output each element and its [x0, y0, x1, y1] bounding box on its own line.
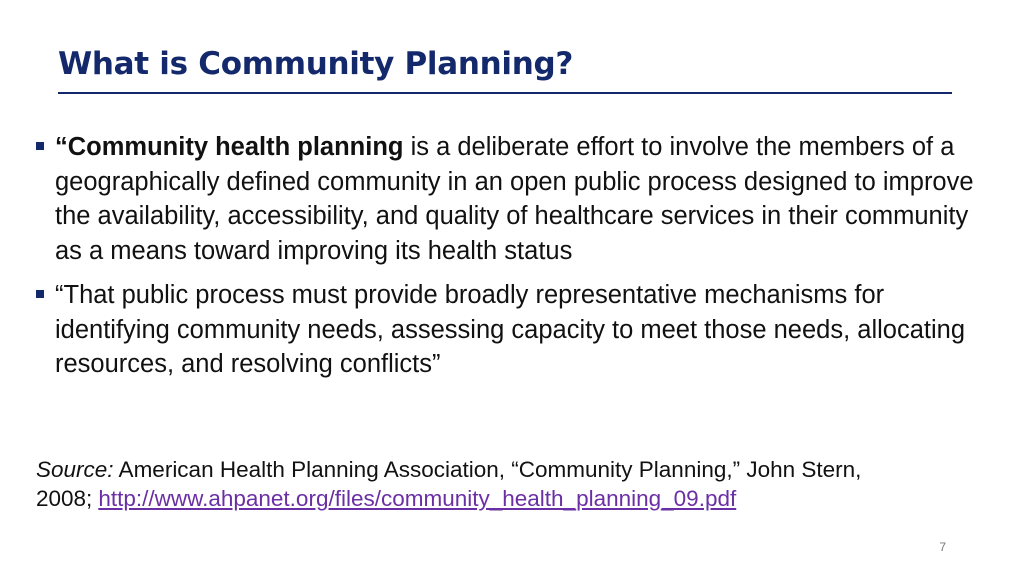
bullet-text: “That public process must provide broadly representative mechanisms for identifying community needs, assessing capacity to meet those needs, allocating resources, and resolving conflicts” — [55, 281, 966, 378]
source-link[interactable]: http://www.ahpanet.org/files/community_health_planning_09.pdf — [98, 486, 737, 511]
bullet-item-definition — [36, 130, 986, 268]
bullet-text: is a deliberate effort to involve the members of a geographically defined community in an open public process designed to improve the availability, accessibility, and quality of healthcare services in their community as a means toward improving its health status — [55, 133, 974, 265]
bullet-list — [36, 130, 986, 392]
bullet-bold-term: “Community health planning — [55, 133, 404, 161]
square-bullet-icon — [36, 142, 44, 150]
bullet-item-process — [36, 278, 986, 382]
page-number: 7 — [939, 540, 946, 554]
source-citation — [36, 455, 986, 513]
source-text: American Health Planning Association, “Community Planning,” John Stern, 2008; — [36, 457, 862, 511]
title-underline-divider — [58, 92, 952, 94]
slide-title: What is Community Planning? — [58, 46, 574, 82]
source-label: Source: — [36, 457, 114, 482]
square-bullet-icon — [36, 290, 44, 298]
